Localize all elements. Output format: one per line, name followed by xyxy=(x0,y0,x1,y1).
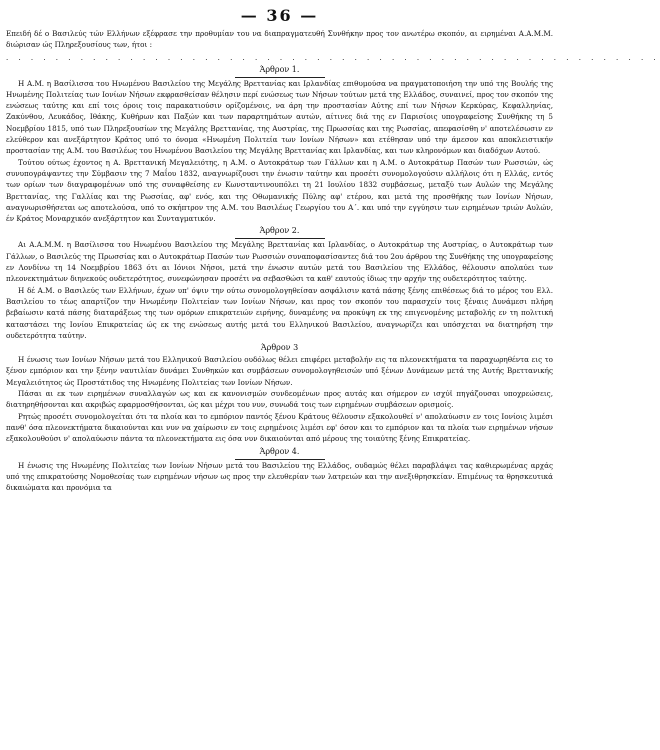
article-paragraph: Ρητώς προσέτι συνομολογείται ότι τα πλοία και το εμπόριον παντός ξένου Κράτους θέλουσιν εξακολουθεί ν' απολαύωσιν εν τοις Ιονίοις λιμέσι πανθ' όσα πλεονεκτήματα δικαιούνται και νυν να χαίρωσιν εν τοις ειρημένοις λιμέσι εφ' όσον και το εμπόριον και τα πλοία των ειρημένων νήσων εξακολουθούσι ν' απολαύωσιν πάντα τα πλεονεκτήματα εις όσα νυν δικαιούνται από μέρους της τοιαύτης ξένης Επικρατείας. xyxy=(6,411,553,444)
article-paragraph: Η ένωσις των Ιονίων Νήσων μετά του Ελληνικού Βασιλείου ουδόλως θέλει επιφέρει μεταβολήν εις τα πλεονεκτήματα τα παραχωρηθέντα εις το ξένον εμπόριον και την ξένην ναυτιλίαν δυνάμει Συνθηκών και συμβάσεων συνομολογηθεισών υπό ξένων Δυνάμεων μετά της Αυτής Βρεττανικής Μεγαλειότητος ώς Προστάτιδος της Ηνωμένης Πολιτείας των Ιονίων Νήσων. xyxy=(6,355,553,387)
article-paragraph: Η ένωσις της Ηνωμένης Πολιτείας των Ιονίων Νήσων μετά του Βασιλείου της Ελλάδος, ουδαμώς θέλει παραβλάψει τας καθιερωμένας αρχάς υπό της επικρατούσης Νομοθεσίας των ειρημένων νήσων ως προς την ελευθερίαν των λατρειών και την ανεξιθρησκείαν. Επιμένως τα θρησκευτικά δικαιώματα και προνόμια τα xyxy=(6,460,553,493)
article-heading: Άρθρον 2. xyxy=(6,225,553,239)
article-paragraph: Τούτου ούτως έχοντος η Α. Βρεττανική Μεγαλειότης, η Α.Μ. ο Αυτοκράτωρ των Γάλλων και η Α.Μ. ο Αυτοκράτωρ Πασών των Ρωσσιών, ώς συνυπογράψαντες την Σύμβασιν της 7 Μαΐου 1832, αναγνωρίζουσι την ένωσιν ταύτην και προσέτι συνομολογούσιν αλλήλοις ότι η Ελλάς, εντός των ορίων των διαγραφομένων υπό της συναφθείσης εν Κωνσταντινουπόλει τη 21 Ιουλίου 1832 συμβάσεως, μεταξύ των Αυλών της Μεγάλης Βρεττανίας, της Γαλλίας και της Ρωσσίας, αφ' ενός, και της Οθωμανικής Πύλης αφ' ετέρου, και μετά της προσθήκης των Ιονίων Νήσων, αναγνωρισθήσεται ως αποτελούσα, υπό το σκήπτρον της Α.Μ. του Βασιλέως Γεωργίου του Α΄. και υπό την εγγύησιν των ειρημένων τριών Αυλών, έν Κράτος Μοναρχικόν ανεξάρτητον και Συνταγματικόν. xyxy=(6,157,553,224)
article-2 xyxy=(6,225,553,341)
ellipsis-dots: . . . . . . . . . . . . . . . . . . . . . . . . . . . . . . . . . . . . . . . . . . . . . . . . . . . . . xyxy=(6,53,660,62)
intro-paragraph: Επειδή δέ ο Βασιλεύς τών Ελλήνων εξέφρασε την προθυμίαν του να διαπραγματευθή Συνθήκην προς τον ανωτέρω σκοπόν, αι ειρημέναι Α.Α.Μ.Μ. διώρισαν ώς Πληρεξουσίους των, ήτοι : xyxy=(6,29,553,50)
article-paragraph: Αι Α.Α.Μ.Μ. η Βασίλισσα του Ηνωμένου Βασιλείου της Μεγάλης Βρεττανίας και Ιρλανδίας, ο Αυτοκράτωρ της Αυστρίας, ο Αυτοκράτωρ των Γάλλων, ο Βασιλεύς της Πρωσσίας και ο Αυτοκράτωρ Πασών των Ρωσσιών συναποφασίσαντες διά του 2ου άρθρου της Συνθήκης της υπογραφείσης εν Λονδίνω τη 14 Νοεμβρίου 1863 ότι αι Ιόνιοι Νήσοι, μετά την ένωσιν αυτών μετά του Βασιλείου της Ελλάδος, θέλουσιν απολαύει των πλεονεκτημάτων διηνεκούς ουδετερότητος, συνεφώνησαν προσέτι να σεβασθώσι τα καθ' εαυτούς ίδιως την αρχήν της ουδετερότητος ταύτης. xyxy=(6,240,553,284)
article-heading: Άρθρον 4. xyxy=(6,446,553,460)
article-paragraph: Πάσαι αι εκ των ειρημένων συναλλαγών ως και εκ κανονισμών συνδεομένων προς αυτάς και σήμερον εν ισχύϊ πηγάζουσαι υποχρεώσεις, διατηρηθήσονται και ακριβώς εφαρμοσθήσονται, ώς και μέχρι του νυν, συνωδά τοις των ειρημένων συμβάσεων ορισμοίς. xyxy=(6,389,553,410)
article-4 xyxy=(6,446,553,494)
article-paragraph: Η Α.Μ. η Βασίλισσα του Ηνωμένου Βασιλείου της Μεγάλης Βρεττανίας και Ιρλανδίας επιθυμούσα να πραγματοποιήση την υπό της Βουλής της Ηνωμένης Πολιτείας των Ιονίων Νήσων εκφρασθείσαν θέλησιν περί ενώσεως των Νήσων τούτων μετά της Ελλάδος, συναινεί, προς τον σκοπόν της ενώσεως ταύτης και επί τοις όροις τοις παρακατιούσιν ορίζομένοις, να άρη την προστασίαν Αύτης επί των Νήσων Κερκύρας, Κεφαλληνίας, Ζακύνθου, Λευκάδος, Ιθάκης, Κυθήρων και Παξών και των παραρτημάτων αυτών, αίτινες διά της εν Παρισίοις υπογραφείσης Συνθήκης τη 5 Νοεμβρίου 1815, υπό των Πληρεξουσίων της Μεγάλης Βρεττανίας, της Αυστρίας, της Πρωσσίας και της Ρωσσίας, απεφασίσθη ν' αποτελέσωσιν εν ελεύθερον και ανεξάρτητον Κράτος υπό το όνομα «Ηνωμένη Πολιτεία των Ιονίων Νήσων» και ετέθησαν υπό την άμεσον και αποκλειστικήν προστασίαν της Α.Μ. του Βασιλέως του Ηνωμένου Βασιλείου της Μεγάλης Βρεττανίας και Ιρλανδίας, και των κληρονόμων και διαδόχων Αυτού. xyxy=(6,78,553,156)
article-heading: Άρθρον 1. xyxy=(6,64,553,78)
article-heading: Άρθρον 3 xyxy=(260,343,299,353)
article-paragraph: Η δέ Α.Μ. ο Βασιλεύς των Ελλήνων, έχων υπ' όψιν την ούτω συνομολογηθείσαν ασφάλισιν κατά πάσης ξένης επιθέσεως διά το μέρος του Ελλ. Βασιλείου το τέως απαρτίζον την Ηνωμένην Πολιτείαν των Ιονίων Νήσων, και προς τον σκοπόν του παρασχείν τοις ξέναις Δυνάμεσι πλήρη βεβαίωσιν κατά πάσης διαταράξεως της των ομόρων επικρατειών ειρήνης, δυναμένης να προκύψη εκ της επιγενομένης μεταβολής εν τη πολιτική καταστάσει της Ιονίου Επικρατείας ώς εκ της ενώσεως αυτής μετά του Ελληνικού Βασιλείου, αναγνωρίζει και υπόσχεται να διατηρήση την ουδετερότητα ταύτην. xyxy=(6,285,553,340)
article-1 xyxy=(6,64,553,225)
article-3 xyxy=(6,342,553,444)
page-number: — 36 — xyxy=(240,6,319,25)
